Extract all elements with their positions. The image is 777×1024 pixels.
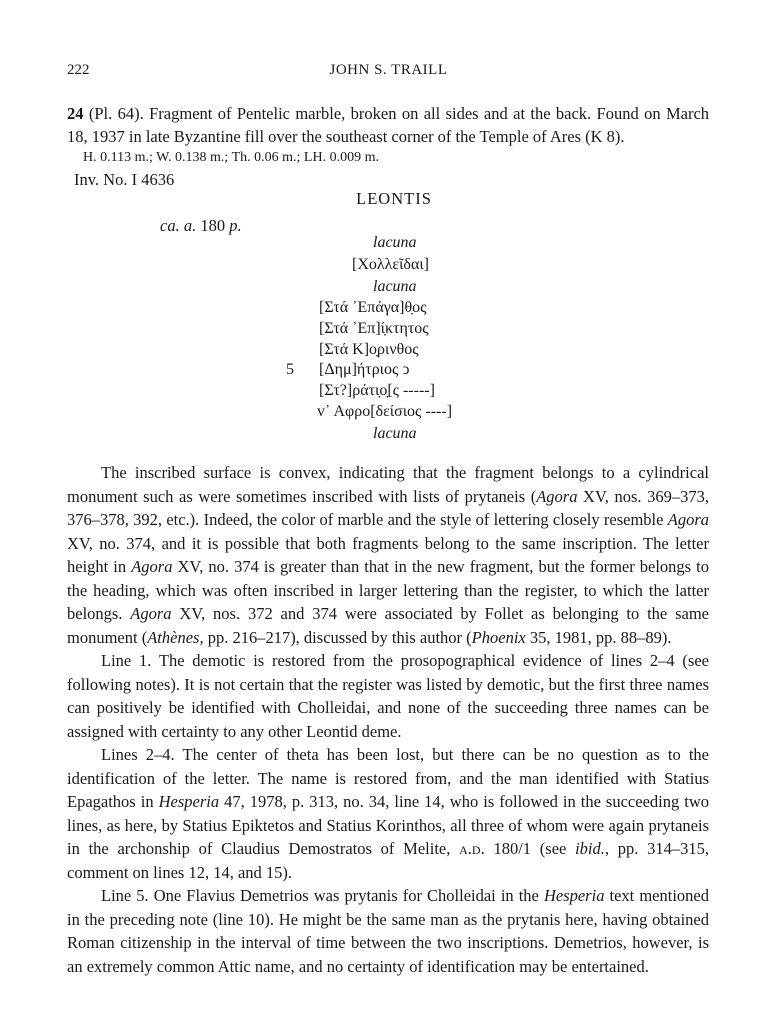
italic-run: Agora <box>131 557 173 576</box>
date-year: 180 <box>200 216 226 235</box>
inscription-line: lacuna <box>373 425 417 442</box>
italic-run: Hesperia <box>158 792 220 811</box>
text-run: , pp. 314–315, comment on lines 12, 14, and 15). <box>67 839 710 882</box>
inscription-line: lacuna <box>373 278 417 295</box>
text-run: Lines 2–4. The center of theta has been lost, but there can be no question as to the identification of the letter. The name is restored from, and the man identified with Statius Epagathos in <box>67 745 709 811</box>
entry-number: 24 <box>67 104 84 123</box>
inscription-line: [Δημ]ήτριος ↄ <box>319 361 410 378</box>
tribe-heading: LEONTIS <box>356 189 432 208</box>
inscription-line: v᾿ Αφρο[δείσιος ----] <box>317 403 453 420</box>
page-number: 222 <box>67 62 90 78</box>
paragraph <box>67 649 709 743</box>
text-run: text mentioned in the preceding note (line 10). He might be the same man as the prytanis here, having obtained Roman citizenship in the interval of time between the two inscriptions. Demetrios, however, is an extremely common Attic name, and no certainty of identification may be entertained. <box>67 886 709 976</box>
paragraph <box>67 743 709 884</box>
dimensions: H. 0.113 m.; W. 0.138 m.; Th. 0.06 m.; LH. 0.009 m. <box>83 150 379 165</box>
date-prefix: ca. a. <box>160 216 197 235</box>
running-head: JOHN S. TRAILL <box>329 62 448 78</box>
text-run: The inscribed surface is convex, indicating that the fragment belongs to a cylindrical monument such as were sometimes inscribed with lists of prytaneis ( <box>67 463 709 506</box>
italic-run: Phoenix <box>471 627 526 647</box>
text-run: 180/1 (see <box>484 839 576 858</box>
text-run: 35, 1981, pp. 88–89). <box>525 627 672 647</box>
line-number: 5 <box>286 361 294 378</box>
plate-reference: (Pl. 64). <box>88 104 144 123</box>
inventory-number: Inv. No. I 4636 <box>74 170 175 189</box>
entry-description <box>67 102 709 148</box>
inscription-line: [Στά ᾿Επάγα]θ̣ος <box>319 299 427 316</box>
commentary <box>67 461 709 978</box>
inscription-line: lacuna <box>373 234 417 251</box>
small-caps-run: a.d. <box>459 839 485 858</box>
inscription-line: [Χολλεῖδαι] <box>352 256 429 273</box>
inscription-date <box>160 216 242 236</box>
italic-run: Hesperia <box>543 886 605 905</box>
italic-run: Agora <box>536 486 578 506</box>
paragraph <box>67 461 709 649</box>
italic-run: ibid. <box>575 839 605 858</box>
text-run: Line 5. One Flavius Demetrios was prytanis for Cholleidai in the <box>101 886 544 905</box>
inscription-line: [Στά Κ]ο̣ρινθος <box>319 341 419 358</box>
inscription-line: [Στά ᾿Επ]ί̣κτητος <box>319 320 429 337</box>
italic-run: Athènes <box>147 627 200 647</box>
date-suffix: p. <box>229 216 242 235</box>
text-run: XV, no. 374 is greater than that in the new fragment, but the former belongs to the heading, which was often inscribed in larger lettering than the register, to which the latter belongs. <box>67 557 709 623</box>
text-run: , pp. 216–217), discussed by this author ( <box>199 627 472 647</box>
inscription-line: [Στ?]ράτι̣ο̣[ς -----] <box>319 382 435 399</box>
paragraph <box>67 884 709 978</box>
text-run: XV, no. 374, and it is possible that both fragments belong to the same inscription. The letter height in <box>67 533 709 576</box>
text-run: 47, 1978, p. 313, no. 34, line 14, who is followed in the succeeding two lines, as here, by Statius Epiktetos and Statius Korinthos, all three of whom were again prytaneis in the archonship of Claudius Demostratos of Melite, <box>67 792 709 858</box>
italic-run: Agora <box>667 510 709 529</box>
text-run: Line 1. The demotic is restored from the prosopographical evidence of lines 2–4 (see following notes). It is not certain that the register was listed by demotic, but the first three names can positively be identified with Cholleidai, and none of the succeeding three names can be assigned with certainty to any other Leontid deme. <box>67 651 709 741</box>
text-run: XV, nos. 369–373, 376–378, 392, etc.). Indeed, the color of marble and the style of lettering closely resemble <box>67 486 709 529</box>
text-run: XV, nos. 372 and 374 were associated by Follet as belonging to the same monument ( <box>67 604 709 647</box>
entry-description-text: Fragment of Pentelic marble, broken on all sides and at the back. Found on March 18, 1937 in late Byzantine fill over the southeast corner of the Temple of Ares (K 8). <box>67 104 710 146</box>
italic-run: Agora <box>130 604 172 623</box>
